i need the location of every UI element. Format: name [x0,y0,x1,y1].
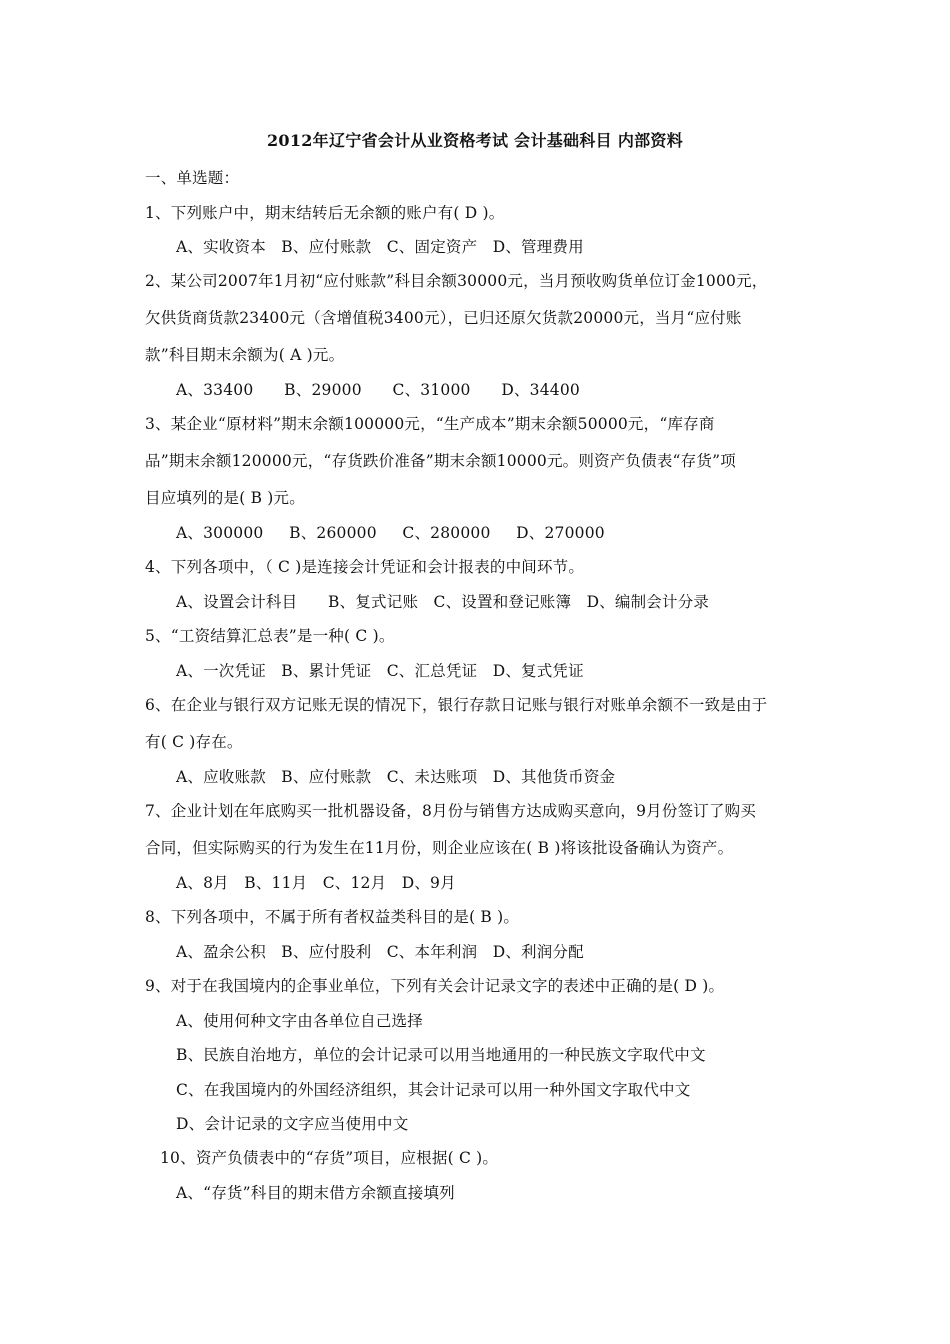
document-title: 2012年辽宁省会计从业资格考试 会计基础科目 内部资料 [266,131,684,150]
question-9-option-a: A、使用何种文字由各单位自己选择 [176,1012,423,1030]
question-10-stem: 10、资产负债表中的“存货”项目，应根据( C )。 [160,1149,499,1167]
question-2-line-3: 款”科目期末余额为( A )元。 [145,346,345,364]
question-9-stem: 9、对于在我国境内的企事业单位，下列有关会计记录文字的表述中正确的是( D )。 [145,977,725,995]
question-2-line-2: 欠供货商货款23400元（含增值税3400元），已归还原欠货款20000元，当月“应付账 [145,309,742,327]
question-7-options: A、8月 B、11月 C、12月 D、9月 [176,874,456,892]
question-2-options: A、33400 B、29000 C、31000 D、34400 [176,381,580,399]
question-6-line-1: 6、在企业与银行双方记账无误的情况下，银行存款日记账与银行对账单余额不一致是由于 [145,696,768,714]
question-3-line-2: 品”期末余额120000元，“存货跌价准备”期末余额10000元。则资产负债表“存货”项 [145,452,736,470]
question-8-options: A、盈余公积 B、应付股利 C、本年利润 D、利润分配 [176,943,584,961]
question-6-line-2: 有( C )存在。 [145,733,243,751]
question-2-line-1: 2、某公司2007年1月初“应付账款”科目余额30000元，当月预收购货单位订金1000元， [145,272,768,290]
question-5-stem: 5、“工资结算汇总表”是一种( C )。 [145,627,395,645]
question-4-options: A、设置会计科目 B、复式记账 C、设置和登记账簿 D、编制会计分录 [176,593,710,611]
question-1-stem: 1、下列账户中，期末结转后无余额的账户有( D )。 [145,204,505,222]
question-9-option-b: B、民族自治地方，单位的会计记录可以用当地通用的一种民族文字取代中文 [176,1046,706,1064]
question-3-options: A、300000 B、260000 C、280000 D、270000 [176,524,605,542]
question-7-line-1: 7、企业计划在年底购买一批机器设备，8月份与销售方达成购买意向，9月份签订了购买 [145,802,757,820]
section-heading: 一、单选题： [145,169,240,187]
question-9-option-d: D、会计记录的文字应当使用中文 [176,1115,409,1133]
question-3-line-3: 目应填列的是( B )元。 [145,489,305,507]
question-1-options: A、实收资本 B、应付账款 C、固定资产 D、管理费用 [176,238,584,256]
question-8-stem: 8、下列各项中，不属于所有者权益类科目的是( B )。 [145,908,520,926]
question-10-option-a: A、“存货”科目的期末借方余额直接填列 [176,1184,455,1202]
question-6-options: A、应收账款 B、应付账款 C、未达账项 D、其他货币资金 [176,768,616,786]
question-5-options: A、一次凭证 B、累计凭证 C、汇总凭证 D、复式凭证 [176,662,584,680]
question-3-line-1: 3、某企业“原材料”期末余额100000元，“生产成本”期末余额50000元，“库存商 [145,415,715,433]
question-4-stem: 4、下列各项中，（ C )是连接会计凭证和会计报表的中间环节。 [145,558,585,576]
question-7-line-2: 合同，但实际购买的行为发生在11月份，则企业应该在( B )将该批设备确认为资产。 [145,839,734,857]
question-9-option-c: C、在我国境内的外国经济组织，其会计记录可以用一种外国文字取代中文 [176,1081,691,1099]
